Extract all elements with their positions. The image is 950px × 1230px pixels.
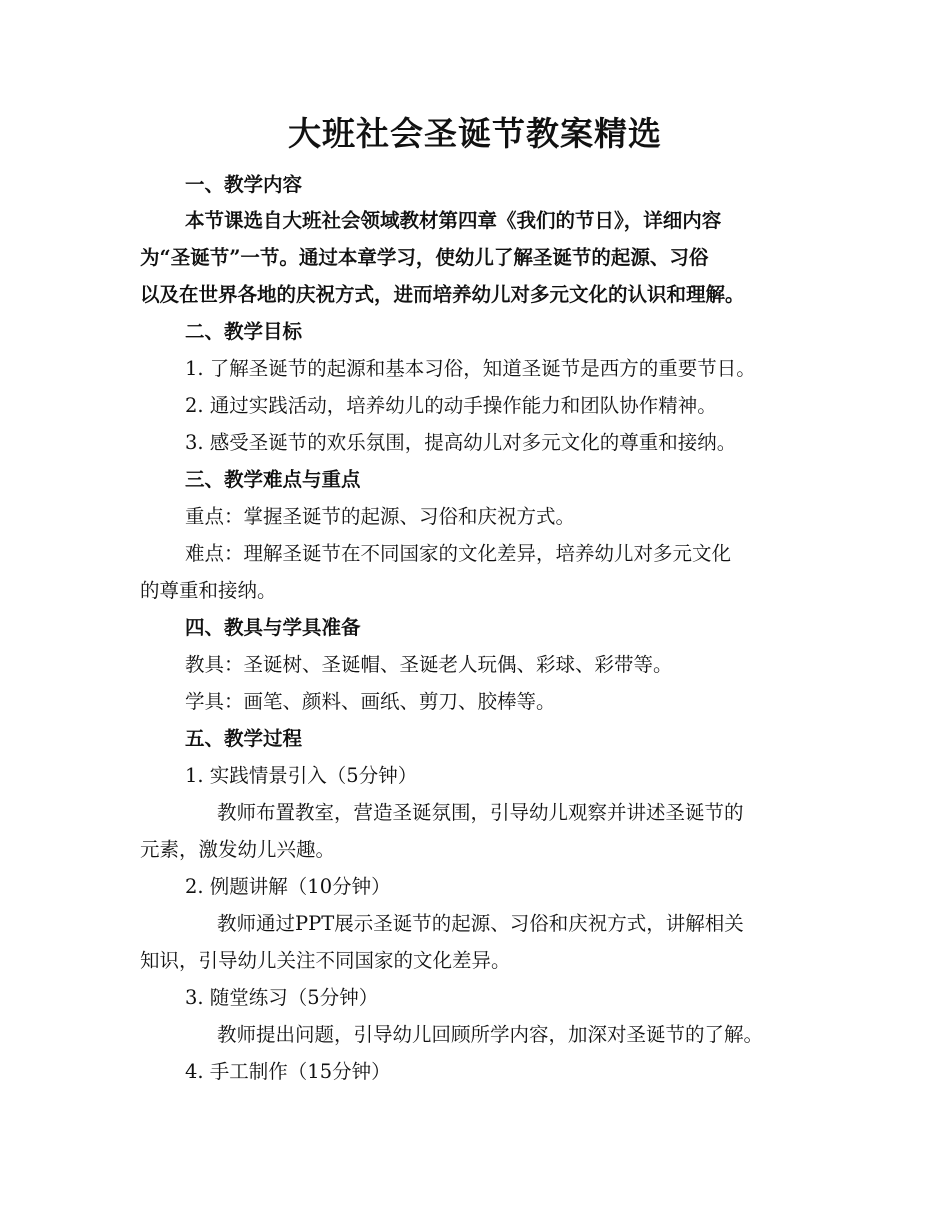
paragraph-line: 教师提出问题，引导幼儿回顾所学内容，加深对圣诞节的了解。 [217, 1023, 764, 1046]
paragraph-line: 教具：圣诞树、圣诞帽、圣诞老人玩偶、彩球、彩带等。 [185, 653, 673, 676]
paragraph-line: 为“圣诞节”一节。通过本章学习，使幼儿了解圣诞节的起源、习俗 [140, 246, 709, 269]
section-heading-difficulties: 三、教学难点与重点 [185, 468, 361, 491]
section-heading-process: 五、教学过程 [185, 727, 303, 750]
paragraph-line: 教师通过PPT展示圣诞节的起源、习俗和庆祝方式，讲解相关 [217, 912, 744, 935]
list-item: 1. 了解圣诞节的起源和基本习俗，知道圣诞节是西方的重要节日。 [185, 357, 756, 380]
list-item: 2. 例题讲解（10分钟） [185, 875, 391, 898]
document-title: 大班社会圣诞节教案精选 [288, 114, 662, 153]
section-heading-content: 一、教学内容 [185, 173, 303, 196]
section-heading-materials: 四、教具与学具准备 [185, 616, 361, 639]
paragraph-line: 难点：理解圣诞节在不同国家的文化差异，培养幼儿对多元文化 [185, 542, 732, 565]
list-item: 2. 通过实践活动，培养幼儿的动手操作能力和团队协作精神。 [185, 394, 717, 417]
paragraph-line: 教师布置教室，营造圣诞氛围，引导幼儿观察并讲述圣诞节的 [217, 801, 744, 824]
paragraph-line: 重点：掌握圣诞节的起源、习俗和庆祝方式。 [185, 505, 576, 528]
list-item: 4. 手工制作（15分钟） [185, 1060, 391, 1083]
paragraph-line: 元素，激发幼儿兴趣。 [140, 838, 336, 861]
list-item: 1. 实践情景引入（5分钟） [185, 764, 418, 787]
list-item: 3. 感受圣诞节的欢乐氛围，提高幼儿对多元文化的尊重和接纳。 [185, 431, 737, 454]
paragraph-line: 以及在世界各地的庆祝方式，进而培养幼儿对多元文化的认识和理解。 [140, 283, 745, 306]
paragraph-line: 知识，引导幼儿关注不同国家的文化差异。 [140, 949, 511, 972]
paragraph-line: 的尊重和接纳。 [140, 579, 277, 602]
paragraph-line: 学具：画笔、颜料、画纸、剪刀、胶棒等。 [185, 690, 556, 713]
list-item: 3. 随堂练习（5分钟） [185, 986, 379, 1009]
section-heading-goals: 二、教学目标 [185, 320, 303, 343]
paragraph-line: 本节课选自大班社会领域教材第四章《我们的节日》，详细内容 [185, 209, 722, 232]
